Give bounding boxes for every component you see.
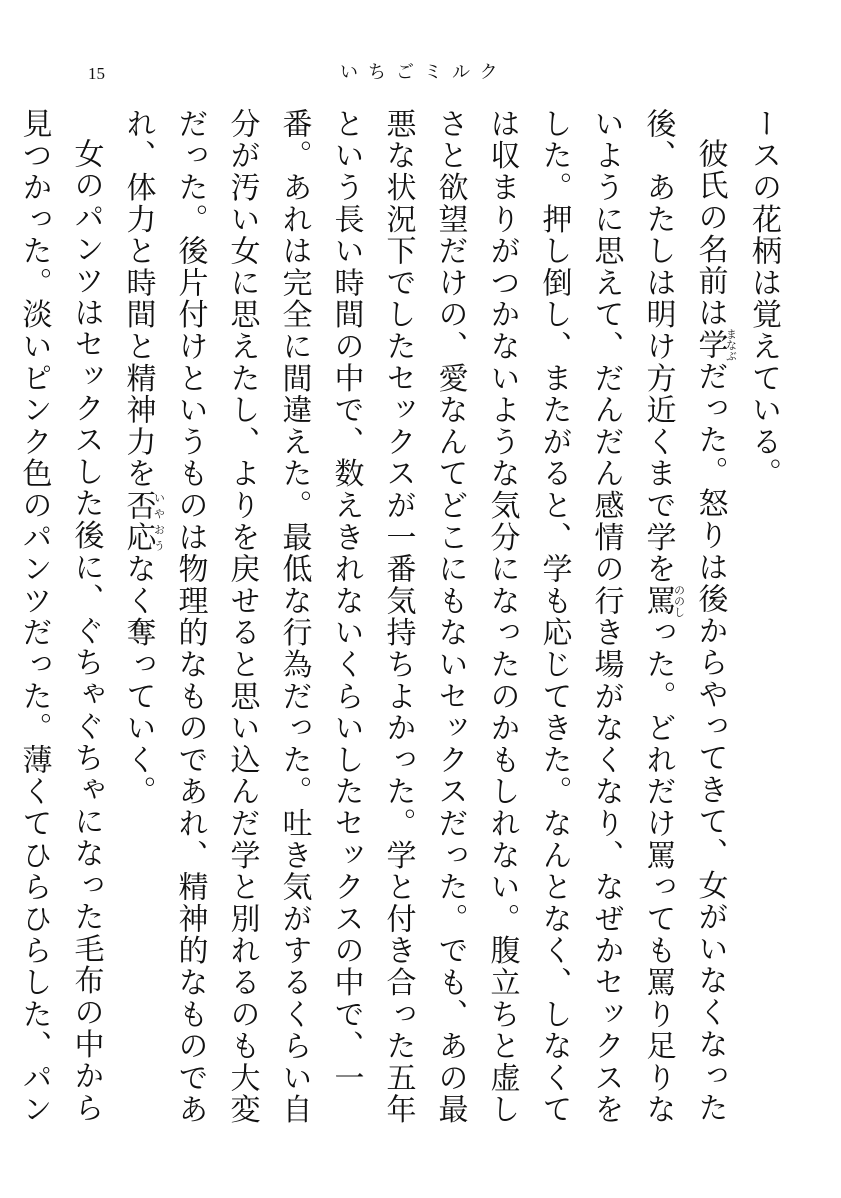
body-text [16,108,789,1128]
ruby-reading-iyaou: いやおう [152,489,166,554]
paragraph-2-text-a: 彼氏の名前は [692,138,728,329]
ruby-manabu: 学まなぶ [692,328,738,362]
ruby-reading-manabu: まなぶ [724,328,738,362]
running-title: いちごミルク [340,62,508,83]
paragraph-2-text-b: だった。怒りは後からやってきて、女がいなくなった後、あたしは明け方近くまで学を [640,108,728,1124]
ruby-iyaou: 否応いやおう [120,489,166,554]
paragraph-2-text-d: なく奪っていく。 [120,553,156,808]
paragraph-1: ースの花柄は覚えている。 [746,108,781,490]
ruby-reading-nonoshi: ののし [672,584,686,618]
page-number: 15 [88,64,105,83]
ruby-nonoshi: 罵ののし [640,584,686,618]
paragraph-2-text-c: った。どれだけ罵っても罵り足りないように思えて、だんだん感情の行き場がなくなり、なぜかセックスをした。押し倒し、またがると、学も応じてきた。なんとなく、しなくては収まりがつかないような気分になったのかもしれない。腹立ちと虚しさと欲望だけの、愛なんてどこにもないセックスだった。でも、あの最悪な状況下でしたセックスが一番気持ちよかった。学と付き合った五年という長い時間の中で、数えきれないくらいしたセックスの中で、一番。あれは完全に間違えた。最低な行為だった。吐き気がするくらい自分が汚い女に思えたし、よりを戻せると思い込んだ学と別れるのも大変だった。後片付けというものは物理的なものであれ、精神的なものであれ、体力と時間と精神力を [120,108,676,1126]
paragraph-2 [112,108,738,1128]
paragraph-3: 女のパンツはセックスした後に、ぐちゃぐちゃになった毛布の中から見つかった。淡いピンク色のパンツだった。薄くてひらひらした、パン [16,108,104,1126]
